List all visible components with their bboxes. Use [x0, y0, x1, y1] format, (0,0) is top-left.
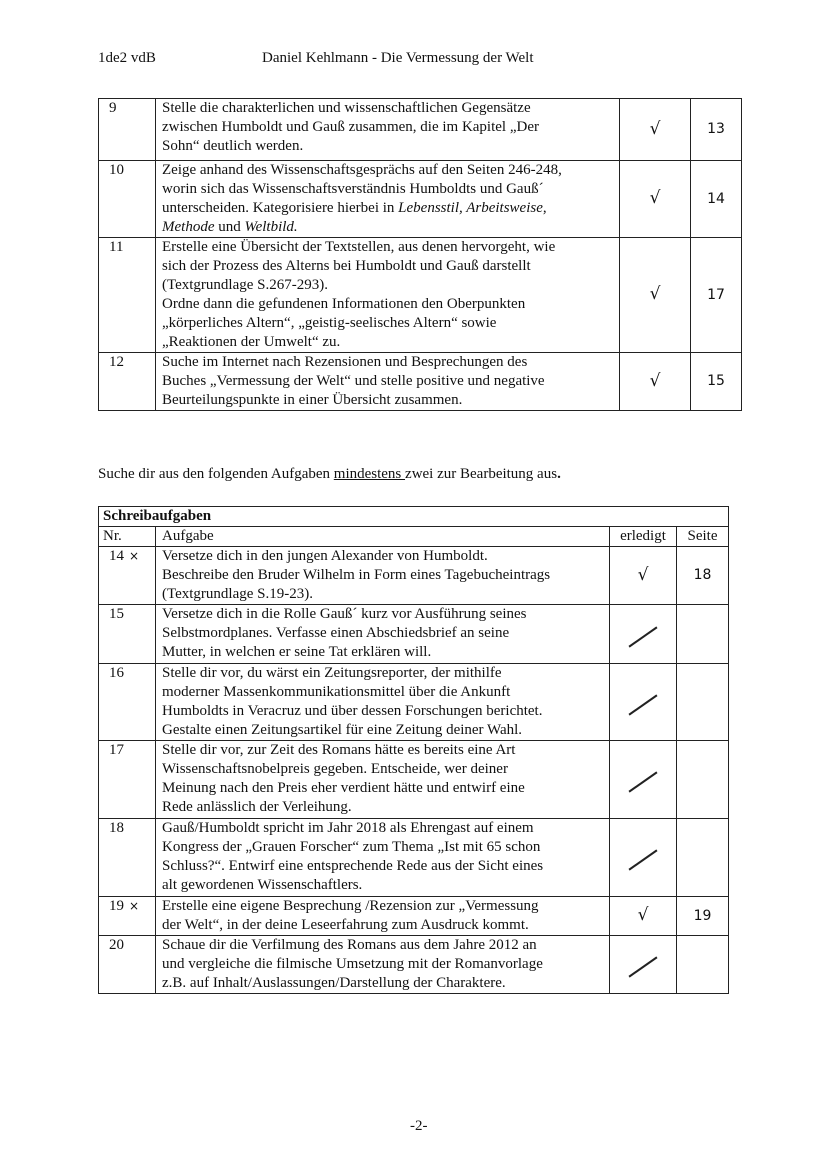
chosen-x-mark: × — [129, 899, 140, 913]
task-number-cell — [99, 897, 156, 936]
table-title: Schreibaufgaben — [103, 508, 212, 524]
table-row — [99, 161, 742, 238]
task-text: und vergleiche die filmische Umsetzung mit der Romanvorlage — [162, 956, 543, 972]
task-text: Gauß/Humboldt spricht im Jahr 2018 als Ehrengast auf einem — [162, 820, 534, 836]
task-number: 15 — [109, 606, 124, 622]
task-text: der Welt“, in der deine Leseerfahrung zum Ausdruck kommt. — [162, 917, 529, 933]
task-number: 20 — [109, 937, 124, 953]
table-row — [99, 936, 729, 994]
table-row — [99, 897, 729, 936]
task-table-1 — [98, 98, 742, 411]
task-text: Versetze dich in den jungen Alexander von Humboldt. — [162, 548, 488, 564]
slash-mark-icon — [629, 771, 658, 792]
task-text: Zeige anhand des Wissenschaftsgesprächs auf den Seiten 246-248, — [162, 162, 562, 178]
page-ref: 19 — [693, 907, 712, 924]
header-class-label: 1de2 vdB — [98, 50, 156, 66]
task-description — [156, 547, 610, 605]
col-header-page: Seite — [677, 527, 729, 547]
page-ref: 15 — [707, 373, 725, 389]
task-text: „Reaktionen der Umwelt“ zu. — [162, 334, 341, 350]
task-line — [162, 741, 603, 760]
page-cell — [677, 741, 729, 819]
page-cell — [691, 161, 742, 238]
task-description — [156, 353, 620, 411]
task-text: (Textgrundlage S.267-293). — [162, 277, 328, 293]
task-line — [162, 664, 603, 683]
task-text: Ordne dann die gefundenen Informationen den Oberpunkten — [162, 296, 526, 312]
page-ref: 17 — [707, 286, 725, 303]
done-cell — [620, 353, 691, 411]
task-description — [156, 819, 610, 897]
col-header-task: Aufgabe — [156, 527, 610, 547]
table-row — [99, 99, 742, 161]
task-description — [156, 161, 620, 238]
intro-underlined: mindestens — [333, 466, 406, 482]
checkmark-icon: √ — [649, 118, 661, 139]
task-text: Sohn“ deutlich werden. — [162, 138, 304, 154]
task-line — [162, 199, 613, 218]
done-cell — [610, 741, 677, 819]
task-text: sich der Prozess des Alterns bei Humboldt und Gauß darstellt — [162, 258, 531, 274]
page-cell — [677, 664, 729, 741]
task-line — [162, 760, 603, 779]
task-number: 19 — [109, 898, 124, 914]
checkmark-icon: √ — [637, 564, 649, 585]
task-line — [162, 798, 603, 817]
task-line — [162, 566, 603, 585]
task-line — [162, 897, 603, 916]
task-line — [162, 353, 613, 372]
task-number-cell — [99, 353, 156, 411]
task-text: Stelle die charakterlichen und wissenschaftlichen Gegensätze — [162, 100, 531, 116]
task-line — [162, 702, 603, 721]
task-number-cell — [99, 664, 156, 741]
task-number: 14 — [109, 548, 124, 564]
task-line — [162, 643, 603, 662]
task-text: „körperliches Altern“, „geistig-seelisches Altern“ sowie — [162, 315, 497, 331]
task-description — [156, 897, 610, 936]
task-line — [162, 624, 603, 643]
checkmark-icon: √ — [649, 370, 661, 391]
done-cell — [610, 605, 677, 664]
page-ref: 13 — [707, 121, 725, 137]
task-line — [162, 276, 613, 295]
task-line — [162, 257, 613, 276]
task-line — [162, 238, 613, 257]
task-text: (Textgrundlage S.19-23). — [162, 586, 313, 602]
task-text: Weltbild. — [244, 219, 298, 235]
task-text: Erstelle eine Übersicht der Textstellen, aus denen hervorgeht, wie — [162, 239, 556, 255]
task-text: Stelle dir vor, zur Zeit des Romans hätte es bereits eine Art — [162, 742, 516, 758]
intro-text: Suche dir aus den folgenden Aufgaben — [98, 466, 334, 482]
slash-mark-icon — [629, 849, 658, 870]
task-number: 12 — [109, 354, 124, 370]
task-text: moderner Massenkommunikationsmittel über die Ankunft — [162, 684, 511, 700]
table-row — [99, 238, 742, 353]
task-number-cell — [99, 936, 156, 994]
col-header-nr: Nr. — [99, 527, 156, 547]
task-text: Meinung nach den Preis eher verdient hätte und entwirf eine — [162, 780, 525, 796]
task-line — [162, 916, 603, 935]
task-line — [162, 683, 603, 702]
task-text: unterscheiden. Kategorisiere hierbei in — [162, 200, 399, 216]
task-number: 18 — [109, 820, 124, 836]
task-line — [162, 295, 613, 314]
task-text: Schluss?“. Entwirf eine entsprechende Rede aus der Sicht eines — [162, 858, 544, 874]
task-text: Rede anlässlich der Verleihung. — [162, 799, 352, 815]
task-line — [162, 955, 603, 974]
table-row — [99, 664, 729, 741]
writing-tasks-table — [98, 506, 729, 994]
done-cell — [620, 161, 691, 238]
task-line — [162, 137, 613, 156]
page-cell — [677, 819, 729, 897]
done-cell — [610, 936, 677, 994]
task-description — [156, 605, 610, 664]
task-number-cell — [99, 605, 156, 664]
checkmark-icon: √ — [649, 188, 661, 208]
task-number-cell — [99, 238, 156, 353]
task-line — [162, 857, 603, 876]
task-text: Humboldts in Veracruz und über dessen Forschungen berichtet. — [162, 703, 543, 719]
task-text: Gestalte einen Zeitungsartikel für eine Zeitung deiner Wahl. — [162, 722, 523, 738]
task-text: zwischen Humboldt und Gauß zusammen, die im Kapitel „Der — [162, 119, 539, 135]
page-cell — [691, 99, 742, 161]
table-row — [99, 605, 729, 664]
task-line — [162, 936, 603, 955]
task-text: Wissenschaftsnobelpreis gegeben. Entscheide, wer deiner — [162, 761, 508, 777]
task-text: und — [214, 219, 245, 235]
task-line — [162, 99, 613, 118]
task-line — [162, 333, 613, 352]
task-text: z.B. auf Inhalt/Auslassungen/Darstellung der Charaktere. — [162, 975, 506, 991]
task-description — [156, 936, 610, 994]
checkmark-icon: √ — [649, 284, 661, 304]
header-title: Daniel Kehlmann - Die Vermessung der Welt — [262, 50, 534, 66]
task-text: alt gewordenen Wissenschaftlers. — [162, 877, 363, 893]
intro-period: . — [557, 466, 561, 482]
task-text: Beurteilungspunkte in einer Übersicht zusammen. — [162, 392, 463, 408]
table-row — [99, 547, 729, 605]
page-cell — [677, 897, 729, 936]
task-text: Buches „Vermessung der Welt“ und stelle positive und negative — [162, 373, 545, 389]
task-line — [162, 118, 613, 137]
task-line — [162, 391, 613, 410]
task-description — [156, 238, 620, 353]
task-text: worin sich das Wissenschaftsverständnis Humboldts und Gauß´ — [162, 181, 544, 197]
task-number: 16 — [109, 665, 124, 681]
slash-mark-icon — [629, 626, 658, 647]
task-line — [162, 974, 603, 993]
page-number: -2- — [410, 1118, 428, 1134]
task-line — [162, 218, 613, 237]
page-cell — [677, 547, 729, 605]
task-description — [156, 99, 620, 161]
done-cell — [620, 238, 691, 353]
page-cell — [691, 238, 742, 353]
task-text: Selbstmordplanes. Verfasse einen Abschiedsbrief an seine — [162, 625, 510, 641]
task-text: Mutter, in welchen er seine Tat erklären will. — [162, 644, 432, 660]
task-number-cell — [99, 741, 156, 819]
page-ref: 18 — [693, 567, 712, 583]
slash-mark-icon — [629, 956, 658, 977]
done-cell — [610, 819, 677, 897]
task-text: Lebensstil, Arbeitsweise — [398, 200, 543, 216]
task-number: 10 — [109, 162, 124, 178]
task-number: 17 — [109, 742, 124, 758]
task-line — [162, 721, 603, 740]
task-number-cell — [99, 99, 156, 161]
task-line — [162, 779, 603, 798]
intro-text-after: zwei zur Bearbeitung aus — [405, 466, 558, 482]
instruction-text — [98, 466, 561, 483]
done-cell — [610, 897, 677, 936]
col-header-done: erledigt — [610, 527, 677, 547]
task-line — [162, 585, 603, 604]
task-number-cell — [99, 161, 156, 238]
page-cell — [677, 936, 729, 994]
table-row — [99, 741, 729, 819]
task-number-cell — [99, 819, 156, 897]
task-text: Stelle dir vor, du wärst ein Zeitungsreporter, der mithilfe — [162, 665, 502, 681]
task-number-cell — [99, 547, 156, 605]
task-description — [156, 664, 610, 741]
checkmark-icon: √ — [637, 905, 649, 925]
task-line — [162, 838, 603, 857]
task-line — [162, 161, 613, 180]
task-text: Erstelle eine eigene Besprechung /Rezension zur „Vermessung — [162, 898, 539, 914]
task-line — [162, 314, 613, 333]
task-text: Versetze dich in die Rolle Gauß´ kurz vor Ausführung seines — [162, 606, 527, 622]
task-text: Schaue dir die Verfilmung des Romans aus dem Jahre 2012 an — [162, 937, 537, 953]
task-line — [162, 819, 603, 838]
task-line — [162, 876, 603, 895]
task-text: Beschreibe den Bruder Wilhelm in Form eines Tagebucheintrags — [162, 567, 551, 583]
task-text: Kongress der „Grauen Forscher“ zum Thema „Ist mit 65 schon — [162, 839, 541, 855]
task-text: , — [542, 200, 547, 216]
task-text: Methode — [162, 219, 215, 235]
task-number: 11 — [109, 239, 124, 255]
task-line — [162, 605, 603, 624]
task-text: Suche im Internet nach Rezensionen und Besprechungen des — [162, 354, 528, 370]
done-cell — [610, 547, 677, 605]
task-number: 9 — [109, 100, 117, 116]
page-cell — [691, 353, 742, 411]
chosen-x-mark: × — [129, 549, 140, 563]
task-line — [162, 180, 613, 199]
page-ref: 14 — [707, 190, 725, 207]
done-cell — [610, 664, 677, 741]
task-description — [156, 741, 610, 819]
table-row — [99, 819, 729, 897]
page-cell — [677, 605, 729, 664]
task-line — [162, 547, 603, 566]
slash-mark-icon — [629, 694, 658, 715]
table-row — [99, 353, 742, 411]
task-line — [162, 372, 613, 391]
done-cell — [620, 99, 691, 161]
